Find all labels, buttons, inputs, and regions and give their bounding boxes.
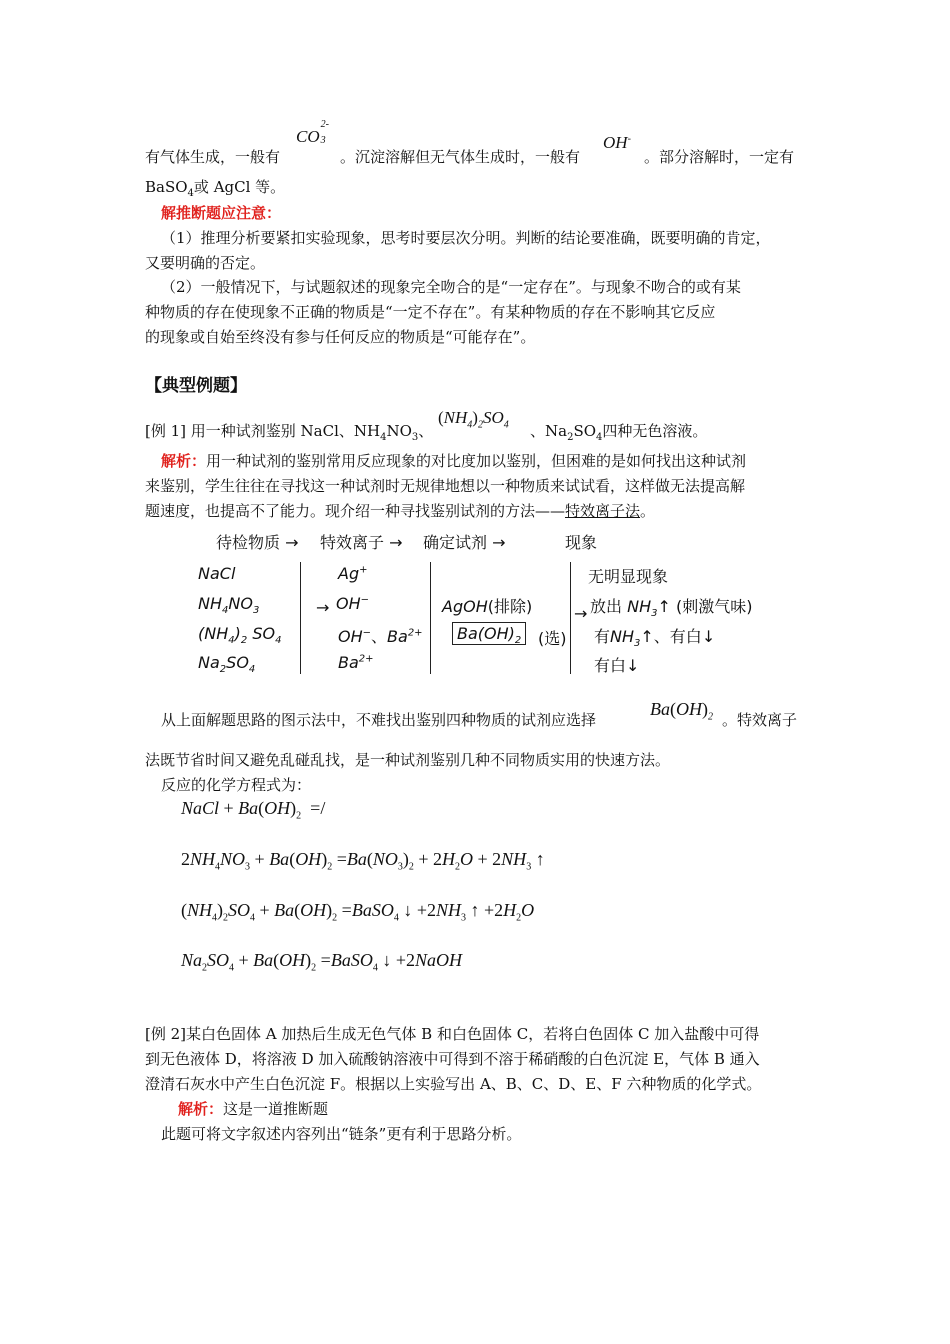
notes-p2-line3: 的现象或自始至终没有参与任何反应的物质是“可能存在”。 (145, 328, 536, 346)
conclusion-line2: 法既节省时间又避免乱碰乱找，是一种试剂鉴别几种不同物质实用的快速方法。 (145, 751, 671, 769)
notes-title: 解推断题应注意： (161, 204, 282, 222)
example2-line2: 到无色液体 D，将溶液 D 加入硫酸钠溶液中可得到不溶于稀硝酸的白色沉淀 E，气体 B 通入 (145, 1050, 760, 1068)
ion-oh-ba: OH−、$Ba^{2+}$ (338, 627, 423, 646)
reagent-baoh2-box: $Ba(OH)_2$ (452, 622, 526, 645)
divider-1 (300, 562, 301, 674)
intro-line-1 (145, 147, 280, 167)
example1-question: [例 1] 用一种试剂鉴别 NaCl、$NH_4NO_3$、 (145, 422, 434, 443)
conclusion-line1: 从上面解题思路的图示法中，不难找出鉴别四种物质的试剂应选择 (161, 711, 597, 729)
example2-line3: 澄清石灰水中产生白色沉淀 F。根据以上实验写出 A、B、C、D、E、F 六种物质的化学式。 (145, 1075, 762, 1093)
header-substance: 待检物质 → (216, 533, 299, 552)
ion-ba: $Ba^{2+}$ (338, 653, 374, 672)
notes-p2-line1: （2）一般情况下，与试题叙述的现象完全吻合的是“一定存在”。与现象不吻合的或有某 (161, 278, 741, 296)
notes-p2-line2: 种物质的存在使现象不正确的物质是“一定不存在”。有某种物质的存在不影响其它反应 (145, 303, 716, 321)
phenomenon-nacl: 无明显现象 (588, 567, 669, 586)
reagent-agoh: AgOH(排除) (442, 597, 533, 616)
reagent-select: (选) (538, 629, 567, 648)
equation-1: NaCl + $Ba(OH)_2$ =/ (181, 798, 326, 822)
nh4-2-so4-formula: $(NH_4)_2SO_4$ (438, 408, 509, 431)
oh-formula: OH- (603, 133, 631, 152)
baoh2-formula: $Ba(OH)_2$ (650, 699, 713, 723)
equation-4: $Na_2SO_4 + Ba(OH)_2$ =BaSO$_4$ ↓ +2NaOH (181, 950, 462, 974)
arrow-to-phenomena: → (574, 604, 588, 623)
divider-2 (430, 562, 431, 674)
substance-nh4-2so4: $(NH_4)_2$ $SO_4$ (198, 624, 282, 647)
ion-ag: Ag+ (338, 564, 368, 583)
arrow-to-oh: → (316, 598, 330, 617)
equation-3: $(NH_4)_2SO_4 + Ba(OH)_2$ =BaSO$_4$ ↓ $+2NH_3$ ↑ $+2H_2O$ (181, 900, 535, 924)
phenomenon-nh4no3: 放出 $NH_3↑$ (刺激气味) (590, 597, 753, 620)
example2-analysis: 解析：这是一道推断题 (178, 1100, 329, 1118)
intro-line-2: BaSO$_4$或 AgCl 等。 (145, 178, 286, 199)
conclusion-line1-end: 。特效离子 (722, 711, 798, 729)
substance-nh4no3: $NH_4NO_3$ (198, 594, 260, 617)
header-reagent: 确定试剂 → (423, 533, 506, 552)
phenomenon-nh4-2so4: 有$NH_3↑$、有白↓ (594, 627, 716, 650)
phenomenon-na2so4: 有白↓ (594, 656, 640, 675)
example2-line5: 此题可将文字叙述内容列出“链条”更有利于思路分析。 (161, 1125, 522, 1143)
co3-formula: CO 2- 3 (296, 119, 329, 146)
equation-2: $2NH_4NO_3 + Ba(OH)_2 =Ba(NO_3)_2 + 2H_2O + 2NH_3$ ↑ (181, 849, 545, 873)
substance-nacl: NaCl (198, 564, 236, 583)
example1-analysis-line2: 来鉴别，学生往往在寻找这一种试剂时无规律地想以一种物质来试试看，这样做无法提高解 (145, 477, 746, 495)
notes-p1-line1: （1）推理分析要紧扣实验现象，思考时要层次分明。判断的结论要准确，既要明确的肯定， (161, 229, 771, 247)
text-segment: 有气体生成，一般有 (145, 148, 281, 166)
intro-line-1-b: 。沉淀溶解但无气体生成时，一般有 (340, 148, 581, 166)
divider-3 (570, 562, 571, 674)
intro-line-1-c: 。部分溶解时，一定有 (644, 148, 795, 166)
specific-ion-diagram (190, 528, 810, 678)
section-title: 【典型例题】 (145, 376, 247, 396)
substance-na2so4: $Na_2SO_4$ (198, 653, 256, 676)
example1-analysis-line3: 题速度，也提高不了能力。现介绍一种寻找鉴别试剂的方法——特效离子法。 (145, 502, 656, 520)
header-ion: 特效离子 → (320, 533, 403, 552)
notes-p1-line2: 又要明确的否定。 (145, 254, 266, 272)
example1-analysis-line1: 解析：用一种试剂的鉴别常用反应现象的对比度加以鉴别，但困难的是如何找出这种试剂 (161, 452, 747, 470)
ion-oh: OH− (336, 594, 370, 613)
equations-intro: 反应的化学方程式为： (161, 776, 312, 794)
example1-question-tail: 、$Na_2SO_4$四种无色溶液。 (530, 422, 708, 443)
example2-line1: [例 2]某白色固体 A 加热后生成无色气体 B 和白色固体 C，若将白色固体 C 加入盐酸中可得 (145, 1025, 760, 1043)
header-phenomenon: 现象 (565, 533, 598, 552)
